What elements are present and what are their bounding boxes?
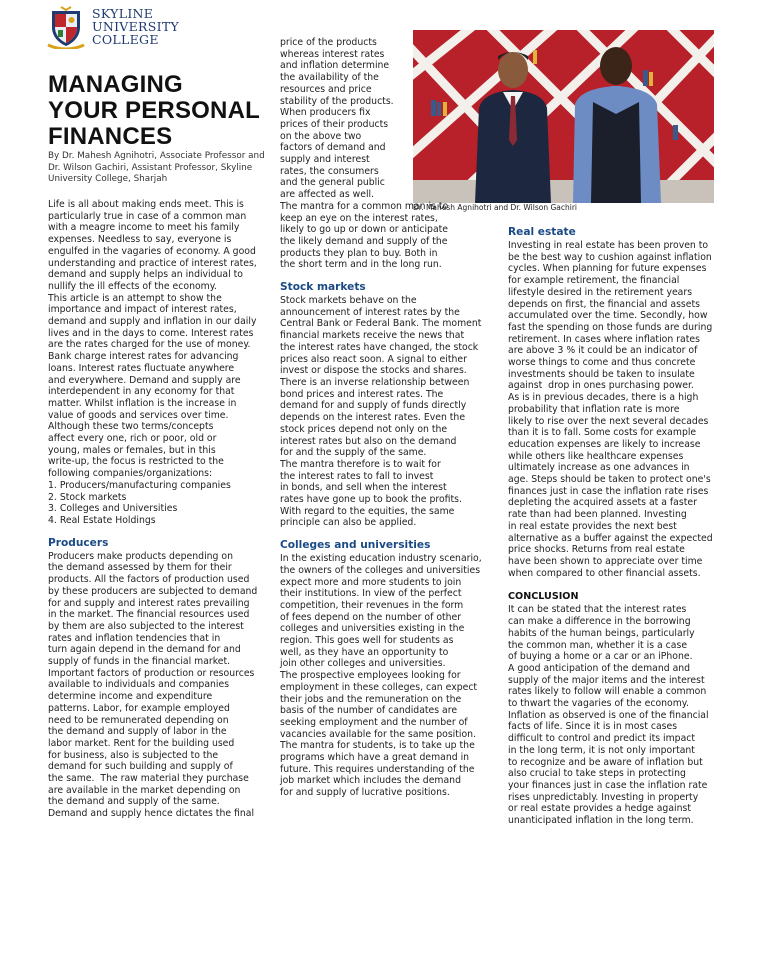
text-line: depends on first, the financial and assets bbox=[508, 298, 700, 310]
text-line: the demand and supply of labor in the bbox=[48, 726, 227, 738]
text-line: are the rates charged for the use of money. bbox=[48, 339, 251, 351]
text-line: There is an inverse relationship between bbox=[280, 376, 470, 388]
text-line: labor market. Rent for the building used bbox=[48, 737, 235, 749]
text-line: by them are also subjected to the interest bbox=[48, 620, 244, 632]
text-line: be the best way to cushion against inflation bbox=[508, 251, 712, 263]
text-line: and inflation determine bbox=[280, 60, 390, 72]
text-line: alternative as a buffer against the expected bbox=[508, 532, 713, 544]
section-heading-real-estate: Real estate bbox=[508, 226, 576, 238]
text-line: Although these two terms/concepts bbox=[48, 421, 214, 433]
text-line: bond prices and interest rates. The bbox=[280, 388, 444, 400]
text-line: job market which includes the demand bbox=[280, 775, 461, 787]
text-line: ultimately increase as one advances in bbox=[508, 462, 690, 474]
text-line: A good anticipation of the demand and bbox=[508, 662, 691, 674]
text-line: patterns. Labor, for example employed bbox=[48, 702, 230, 714]
text-line: the common man, whether it is a case bbox=[508, 639, 688, 651]
text-line: region. This goes well for students as bbox=[280, 635, 454, 647]
text-line: and the general public bbox=[280, 177, 385, 189]
intro-paragraph bbox=[48, 199, 257, 527]
text-line: prices also react soon. A signal to either bbox=[280, 353, 467, 365]
text-line: seeking employment and the number of bbox=[280, 716, 468, 728]
text-line: in the market. The financial resources used bbox=[48, 609, 250, 621]
text-line: on the above two bbox=[280, 130, 362, 142]
text-line: finances just in case the inflation rate rises bbox=[508, 485, 709, 497]
text-line: Stock markets behave on the bbox=[280, 295, 417, 307]
text-line: likely to go up or down or anticipate bbox=[280, 224, 449, 236]
text-line: for and the supply of the same. bbox=[280, 447, 427, 459]
text-line: rates likely to follow will enable a common bbox=[508, 686, 707, 698]
text-line: lifestyle desired in the retirement years bbox=[508, 286, 693, 298]
text-line: in the long term, it is not only important bbox=[508, 744, 695, 756]
text-line: demand for such building and supply of bbox=[48, 761, 233, 773]
text-line: need to be remunerated depending on bbox=[48, 714, 229, 726]
text-line: the demand and supply of the same. bbox=[48, 796, 220, 808]
text-line: retirement. In cases where inflation rates bbox=[508, 333, 700, 345]
text-line: your finances just in case the inflation rate bbox=[508, 779, 708, 791]
pricing-paragraph bbox=[280, 37, 482, 271]
text-line: the availability of the bbox=[280, 72, 379, 84]
text-line: for business, also is subjected to the bbox=[48, 749, 219, 761]
text-line: for and supply of lucrative positions. bbox=[280, 787, 450, 799]
text-line: keep an eye on the interest rates, bbox=[280, 212, 438, 224]
text-line: to recognize and be aware of inflation but bbox=[508, 756, 703, 768]
text-line: financial markets receive the news that bbox=[280, 330, 465, 342]
text-line: for and supply and interest rates prevailing bbox=[48, 597, 250, 609]
text-line: The mantra for a common man is to bbox=[280, 200, 449, 212]
text-line: As is in previous decades, there is a high bbox=[508, 392, 699, 404]
text-line: employment in these colleges, can expect bbox=[280, 681, 478, 693]
text-line: and everywhere. Demand and supply are bbox=[48, 374, 241, 386]
text-line: Bank charge interest rates for advancing bbox=[48, 351, 239, 363]
text-line: join other colleges and universities. bbox=[280, 658, 446, 670]
text-line: This article is an attempt to show the bbox=[48, 292, 222, 304]
text-line: loans. Interest rates fluctuate anywhere bbox=[48, 362, 235, 374]
photo-caption: Dr. Mahesh Agnihotri and Dr. Wilson Gachiri bbox=[413, 203, 578, 212]
text-line: invest or dispose the stocks and shares. bbox=[280, 365, 467, 377]
text-line: are affected as well. bbox=[280, 189, 375, 201]
text-line: stability of the products. bbox=[280, 95, 394, 107]
text-line: Life is all about making ends meet. This is bbox=[48, 199, 244, 210]
text-line: supply of the major items and the interest bbox=[508, 674, 705, 686]
text-line: whereas interest rates bbox=[280, 48, 385, 60]
text-line: nullify the ill effects of the economy. bbox=[48, 280, 217, 292]
text-line: basis of the number of candidates are bbox=[280, 705, 458, 717]
text-line: interest rates but also on the demand bbox=[280, 435, 457, 447]
text-line: fast the spending on those funds are during bbox=[508, 321, 713, 333]
title-line-2: YOUR PERSONAL bbox=[48, 97, 260, 124]
text-line: stock prices depend not only on the bbox=[280, 423, 448, 435]
text-line: 4. Real Estate Holdings bbox=[48, 514, 156, 526]
text-line: price shocks. Returns from real estate bbox=[508, 544, 685, 556]
text-line: the demand assessed by them for their bbox=[48, 562, 232, 574]
text-line: Inflation as observed is one of the financial bbox=[508, 709, 709, 721]
text-line: 2. Stock markets bbox=[48, 491, 127, 503]
text-line: than it is to fall. Some costs for example bbox=[508, 427, 697, 439]
text-line: The prospective employees looking for bbox=[280, 670, 461, 682]
text-line: the likely demand and supply of the bbox=[280, 235, 448, 247]
text-line: When producers fix bbox=[280, 107, 371, 119]
producers-paragraph bbox=[48, 551, 257, 820]
column-1 bbox=[48, 199, 257, 820]
text-line: Important factors of production or resources bbox=[48, 667, 255, 679]
college-crest-icon bbox=[44, 5, 88, 49]
text-line: announcement of interest rates by the bbox=[280, 306, 460, 318]
text-line: or real estate provides a hedge against bbox=[508, 803, 691, 815]
section-heading-producers: Producers bbox=[48, 536, 109, 549]
text-line: expenses. Needless to say, everyone is bbox=[48, 234, 232, 246]
real-estate-paragraph bbox=[508, 240, 713, 579]
text-line: rate than had been planned. Investing bbox=[508, 509, 687, 521]
text-line: prices of their products bbox=[280, 118, 389, 130]
text-line: understanding and practice of interest rates, bbox=[48, 257, 257, 269]
text-line: when compared to other financial assets. bbox=[508, 567, 701, 579]
text-line: In the existing education industry scenario, bbox=[280, 553, 482, 565]
college-logo bbox=[44, 5, 184, 51]
text-line: expect more and more students to join bbox=[280, 576, 462, 588]
text-line: particularly true in case of a common man bbox=[48, 210, 247, 222]
text-line: the same. The raw material they purchase bbox=[48, 773, 249, 785]
logo-line-1: SKYLINE bbox=[92, 6, 154, 21]
text-line: Demand and supply hence dictates the final bbox=[48, 808, 255, 820]
author-byline: By Dr. Mahesh Agnihotri, Associate Professor and Dr. Wilson Gachiri, Assistant Professor, Skyline University College, Sharjah bbox=[48, 151, 265, 184]
title-line-1: MANAGING bbox=[48, 71, 183, 98]
text-line: 3. Colleges and Universities bbox=[48, 503, 178, 515]
text-line: Central Bank or Federal Bank. The moment bbox=[280, 318, 482, 330]
text-line: supply and interest bbox=[280, 154, 370, 166]
text-line: engulfed in the vagaries of economy. A good bbox=[48, 245, 256, 257]
text-line: determine income and expenditure bbox=[48, 691, 213, 703]
text-line: the interest rates to fall to invest bbox=[280, 470, 434, 482]
text-line: programs which have a great demand in bbox=[280, 752, 470, 764]
text-line: following companies/organizations: bbox=[48, 468, 213, 480]
text-line: demand for and supply of funds directly bbox=[280, 400, 467, 412]
text-line: difficult to control and predict its impact bbox=[508, 733, 696, 745]
article-title bbox=[48, 72, 260, 150]
text-line: interdependent in any economy for that bbox=[48, 386, 235, 398]
text-line: are available in the market depending on bbox=[48, 784, 241, 796]
text-line: depleting the acquired assets at a faster bbox=[508, 497, 697, 509]
text-line: matter. Whilst inflation is the increase in bbox=[48, 397, 237, 409]
text-line: products. All the factors of production used bbox=[48, 574, 250, 586]
text-line: the interest rates have changed, the stock bbox=[280, 341, 479, 353]
text-line: to thwart the vagaries of the economy. bbox=[508, 698, 689, 710]
text-line: the owners of the colleges and universities bbox=[280, 564, 481, 576]
text-line: facts of life. Since it is in most cases bbox=[508, 721, 678, 733]
text-line: The mantra for students, is to take up the bbox=[280, 740, 475, 752]
text-line: of buying a home or a car or an iPhone. bbox=[508, 651, 693, 663]
text-line: by these producers are subjected to demand bbox=[48, 585, 258, 597]
text-line: value of goods and services over time. bbox=[48, 409, 229, 421]
text-line: have been shown to appreciate over time bbox=[508, 555, 703, 567]
text-line: products they plan to buy. Both in bbox=[280, 247, 438, 259]
text-line: colleges and universities existing in the bbox=[280, 623, 465, 635]
text-line: price of the products bbox=[280, 37, 377, 48]
section-heading-stock-markets: Stock markets bbox=[280, 281, 366, 294]
text-line: cycles. When planning for future expenses bbox=[508, 263, 707, 275]
text-line: probability that inflation rate is more bbox=[508, 403, 680, 415]
text-line: can make a difference in the borrowing bbox=[508, 616, 691, 628]
text-line: write-up, the focus is restricted to the bbox=[48, 456, 224, 468]
text-line: likely to rise over the next several decades bbox=[508, 415, 709, 427]
text-line: education expenses are likely to increase bbox=[508, 438, 701, 450]
text-line: 1. Producers/manufacturing companies bbox=[48, 479, 231, 491]
text-line: young, males or females, but in this bbox=[48, 444, 216, 456]
section-heading-colleges: Colleges and universities bbox=[280, 539, 431, 552]
text-line: with a meagre income to meet his family bbox=[48, 222, 240, 234]
text-line: Investing in real estate has been proven to bbox=[508, 240, 709, 251]
text-line: With regard to the equities, the same bbox=[280, 505, 455, 517]
text-line: future. This requires understanding of the bbox=[280, 763, 475, 775]
text-line: vacancies available for the same position. bbox=[280, 728, 477, 740]
text-line: investments should be taken to insulate bbox=[508, 368, 695, 380]
text-line: resources and price bbox=[280, 83, 372, 95]
text-line: also crucial to take steps in protecting bbox=[508, 768, 686, 780]
column-3 bbox=[508, 226, 713, 827]
text-line: lives and in the days to come. Interest rates bbox=[48, 327, 254, 339]
column-2 bbox=[280, 37, 482, 799]
text-line: in bonds, and sell when the interest bbox=[280, 482, 447, 494]
text-line: habits of the human beings, particularly bbox=[508, 627, 695, 639]
text-line: demand and supply helps an individual to bbox=[48, 269, 243, 281]
text-line: importance and impact of interest rates, bbox=[48, 304, 237, 316]
text-line: age. Steps should be taken to protect one's bbox=[508, 474, 711, 486]
text-line: supply of funds in the financial market. bbox=[48, 656, 231, 668]
text-line: their institutions. In view of the perfect bbox=[280, 588, 462, 600]
logo-line-2: UNIVERSITY bbox=[92, 19, 180, 34]
text-line: well, as they have an opportunity to bbox=[280, 646, 449, 658]
text-line: factors of demand and bbox=[280, 142, 386, 154]
text-line: rates and inflation tendencies that in bbox=[48, 632, 221, 644]
text-line: Producers make products depending on bbox=[48, 550, 233, 562]
text-line: in real estate provides the next best bbox=[508, 520, 677, 532]
text-line: against drop in ones purchasing power. bbox=[508, 380, 694, 392]
text-line: competition, their revenues in the form bbox=[280, 599, 464, 611]
text-line: demand and supply and inflation in our daily bbox=[48, 316, 257, 328]
text-line: It can be stated that the interest rates bbox=[508, 604, 687, 616]
text-line: rates have gone up to book the profits. bbox=[280, 494, 462, 506]
conclusion-paragraph bbox=[508, 604, 713, 826]
text-line: rates, the consumers bbox=[280, 165, 379, 177]
text-line: affect every one, rich or poor, old or bbox=[48, 433, 217, 445]
text-line: while others like healthcare expenses bbox=[508, 450, 684, 462]
text-line: of fees depend on the number of other bbox=[280, 611, 462, 623]
title-line-3: FINANCES bbox=[48, 123, 173, 150]
text-line: turn again depend in the demand for and bbox=[48, 644, 241, 656]
text-line: their jobs and the remuneration on the bbox=[280, 693, 462, 705]
text-line: rises unpredictably. Investing in property bbox=[508, 791, 699, 803]
text-line: are above 3 % it could be an indicator of bbox=[508, 345, 698, 357]
text-line: accumulated over the time. Secondly, how bbox=[508, 310, 708, 322]
text-line: the short term and in the long run. bbox=[280, 259, 442, 271]
colleges-paragraph bbox=[280, 553, 482, 799]
text-line: depends on the interest rates. Even the bbox=[280, 412, 466, 424]
logo-line-3: COLLEGE bbox=[92, 32, 159, 47]
text-line: for example retirement, the financial bbox=[508, 275, 680, 287]
text-line: available to individuals and companies bbox=[48, 679, 230, 691]
text-line: principle can also be applied. bbox=[280, 517, 417, 529]
text-line: unanticipated inflation in the long term. bbox=[508, 815, 694, 827]
text-line: The mantra therefore is to wait for bbox=[280, 458, 441, 470]
section-heading-conclusion: CONCLUSION bbox=[508, 591, 579, 603]
text-line: worse things to come and thus concrete bbox=[508, 357, 696, 369]
stock-markets-paragraph bbox=[280, 295, 482, 529]
